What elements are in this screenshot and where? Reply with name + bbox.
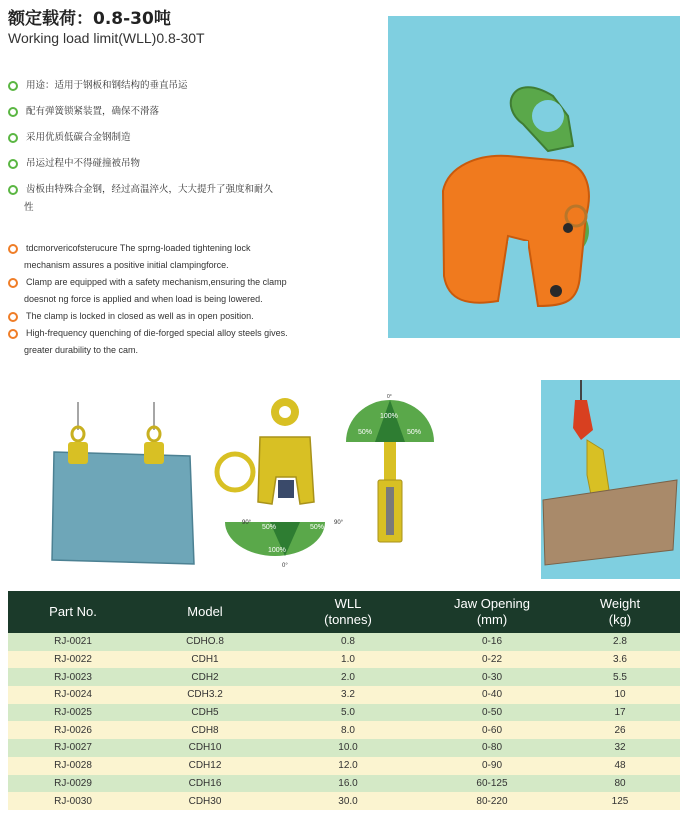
feature-en-continuation: doesnot ng force is applied and when load is being lowered. (24, 294, 263, 304)
table-cell: 5.0 (272, 704, 424, 722)
feature-en-text: The clamp is locked in closed as well as in open position. (26, 311, 254, 321)
table-row (8, 704, 680, 722)
top-right-percent: 50% (407, 429, 422, 436)
features-en-list (8, 240, 328, 359)
table-cell: 0-90 (424, 757, 560, 775)
feature-cn-item (8, 130, 328, 146)
table-row (8, 739, 680, 757)
clamp-angle-diagram (210, 392, 344, 572)
table-cell: RJ-0028 (8, 757, 138, 775)
header-weight: Weight (kg) (560, 591, 680, 633)
lifting-photo-svg (541, 380, 680, 579)
feature-en-text: tdcmorvericofsterucure The sprng-loaded tightening lock (26, 243, 251, 253)
table-cell: 0.8 (272, 633, 424, 651)
table-cell: 2.8 (560, 633, 680, 651)
top-center-percent: 100% (380, 413, 398, 420)
table-cell: 8.0 (272, 721, 424, 739)
table-cell: 17 (560, 704, 680, 722)
table-cell: RJ-0027 (8, 739, 138, 757)
header-jaw-opening: Jaw Opening (mm) (424, 591, 560, 633)
bullet-icon (8, 278, 18, 288)
table-cell: CDH5 (138, 704, 272, 722)
table-row (8, 721, 680, 739)
table-cell: 0-80 (424, 739, 560, 757)
table-cell: 48 (560, 757, 680, 775)
table-cell: 32 (560, 739, 680, 757)
table-row (8, 792, 680, 810)
feature-cn-text: 配有弹簧锁紧装置，确保不滑落 (26, 106, 160, 117)
top-left-percent: 50% (358, 429, 373, 436)
feature-cn-text: 齿板由特殊合金钢，经过高温淬火，大大提升了强度和耐久 (26, 184, 274, 195)
table-cell: 30.0 (272, 792, 424, 810)
table-cell: RJ-0021 (8, 633, 138, 651)
table-cell: CDH2 (138, 668, 272, 686)
page-title-cn: 额定载荷：0.8-30吨 (8, 9, 171, 29)
table-cell: CDH8 (138, 721, 272, 739)
feature-cn-text: 吊运过程中不得碰撞被吊物 (26, 158, 141, 169)
feature-cn-item (8, 156, 328, 172)
table-cell: CDH16 (138, 775, 272, 793)
table-row (8, 686, 680, 704)
feature-en-continuation: mechanism assures a positive initial clampingforce. (24, 260, 229, 270)
table-row (8, 651, 680, 669)
left-percent-label: 50% (262, 524, 277, 531)
table-row (8, 757, 680, 775)
angle-label-bottom: 0° (282, 563, 288, 569)
table-cell: CDH10 (138, 739, 272, 757)
header-wll: WLL (tonnes) (272, 591, 424, 633)
feature-cn-continuation: 性 (24, 202, 34, 213)
table-cell: 0-50 (424, 704, 560, 722)
table-cell: 2.0 (272, 668, 424, 686)
table-cell: RJ-0025 (8, 704, 138, 722)
feature-en-text: Clamp are equipped with a safety mechanism,ensuring the clamp (26, 277, 287, 287)
table-cell: 3.2 (272, 686, 424, 704)
feature-cn-text: 采用优质低碳合金钢制造 (26, 132, 131, 143)
table-cell: RJ-0023 (8, 668, 138, 686)
clamp-illustration (388, 16, 680, 338)
table-row (8, 668, 680, 686)
table-cell: RJ-0030 (8, 792, 138, 810)
table-body (8, 633, 680, 810)
table-cell: 10 (560, 686, 680, 704)
feature-cn-item (8, 104, 328, 120)
table-cell: 12.0 (272, 757, 424, 775)
table-cell: 26 (560, 721, 680, 739)
feature-en-item (8, 274, 328, 291)
plate-lifting-illustration (48, 400, 200, 568)
feature-en-item (8, 240, 328, 257)
table-row (8, 633, 680, 651)
table-cell: 5.5 (560, 668, 680, 686)
product-photo-clamp (388, 16, 680, 338)
table-cell: CDH1 (138, 651, 272, 669)
header-part-no: Part No. (8, 591, 138, 633)
angle-label-left: 90° (242, 520, 252, 526)
header-model: Model (138, 591, 272, 633)
table-cell: RJ-0024 (8, 686, 138, 704)
table-cell: 0-60 (424, 721, 560, 739)
feature-en-text: High-frequency quenching of die-forged special alloy steels gives. (26, 328, 288, 338)
table-cell: 0-16 (424, 633, 560, 651)
table-cell: 0-22 (424, 651, 560, 669)
table-cell: 0-40 (424, 686, 560, 704)
feature-cn-item (8, 182, 328, 198)
feature-en-continuation: greater durability to the cam. (24, 345, 139, 355)
table-cell: 16.0 (272, 775, 424, 793)
table-cell: 60-125 (424, 775, 560, 793)
top-angle-0: 0° (387, 394, 392, 400)
table-cell: CDHO.8 (138, 633, 272, 651)
table-cell: RJ-0026 (8, 721, 138, 739)
vertical-clamp-diagram (340, 392, 440, 552)
table-cell: 10.0 (272, 739, 424, 757)
bullet-icon (8, 107, 18, 117)
spec-table (8, 591, 680, 810)
table-cell: CDH12 (138, 757, 272, 775)
feature-cn-text: 用途：适用于钢板和钢结构的垂直吊运 (26, 80, 188, 91)
table-cell: RJ-0029 (8, 775, 138, 793)
table-cell: RJ-0022 (8, 651, 138, 669)
table-cell: 80-220 (424, 792, 560, 810)
bullet-icon (8, 244, 18, 254)
feature-cn-item (8, 78, 328, 94)
bullet-icon (8, 133, 18, 143)
angle-label-right: 90° (334, 520, 344, 526)
table-cell: 125 (560, 792, 680, 810)
table-cell: CDH3.2 (138, 686, 272, 704)
bullet-icon (8, 159, 18, 169)
table-cell: 3.6 (560, 651, 680, 669)
bullet-icon (8, 329, 18, 339)
table-cell: CDH30 (138, 792, 272, 810)
center-percent-label: 100% (268, 547, 286, 554)
feature-en-item (8, 308, 328, 325)
product-photo-lifting (541, 380, 680, 579)
table-cell: 80 (560, 775, 680, 793)
table-cell: 1.0 (272, 651, 424, 669)
clamp-angle-svg (210, 392, 344, 572)
feature-en-item (8, 325, 328, 342)
plate-lifting-svg (48, 400, 200, 568)
features-cn-list (8, 78, 328, 226)
bullet-icon (8, 312, 18, 322)
right-percent-label: 50% (310, 524, 325, 531)
table-header-row (8, 591, 680, 633)
bullet-icon (8, 81, 18, 91)
table-row (8, 775, 680, 793)
page-title-en: Working load limit(WLL)0.8-30T (8, 30, 205, 46)
table-cell: 0-30 (424, 668, 560, 686)
vertical-clamp-svg (340, 392, 440, 552)
bullet-icon (8, 185, 18, 195)
